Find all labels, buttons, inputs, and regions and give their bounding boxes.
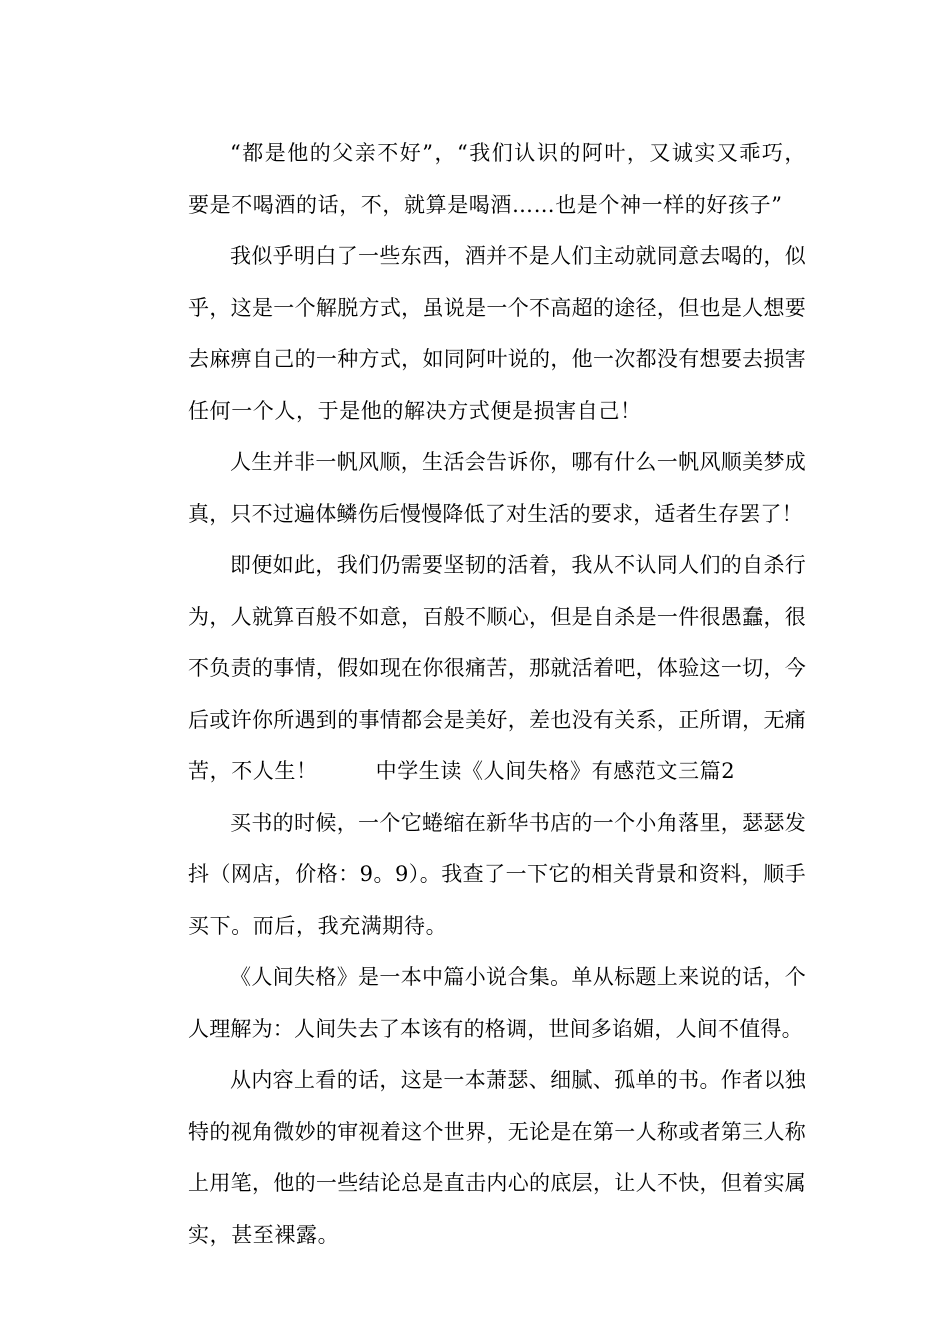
text-line: 《人间失格》是一本中篇小说合集。单从标题上来说的话，个: [230, 965, 806, 989]
text-line: 实，甚至裸露。: [188, 1222, 340, 1247]
paragraph-5: [146, 798, 806, 953]
text-line: 人生并非一帆风顺，生活会告诉你，哪有什么一帆风顺美梦成: [230, 450, 806, 474]
text-line: 人理解为：人间失去了本该有的格调，世间多谄媚，人间不值得。: [188, 1016, 803, 1041]
section-heading: 中学生读《人间失格》有感范文三篇2: [375, 759, 736, 783]
text-line: 我似乎明白了一些东西，酒并不是人们主动就同意去喝的，似: [230, 244, 806, 268]
paragraph-2: [146, 231, 806, 437]
text-line: 真，只不过遍体鳞伤后慢慢降低了对生活的要求，适者生存罢了！: [188, 501, 803, 526]
text-line: 从内容上看的话，这是一本萧瑟、细腻、孤单的书。作者以独: [230, 1068, 806, 1092]
paragraph-4: [146, 540, 806, 798]
text-line: 买书的时候，一个它蜷缩在新华书店的一个小角落里，瑟瑟发: [230, 810, 806, 835]
text-line: “都是他的父亲不好”，“我们认识的阿叶，又诚实又乖巧，: [230, 141, 806, 165]
text-line-with-heading: [146, 746, 806, 798]
text-line: 抖（网店，价格：9。9）。我查了一下它的相关背景和资料，顺手: [188, 862, 806, 886]
text-line: 任何一个人，于是他的解决方式便是损害自己！: [188, 398, 642, 423]
text-line: 买下。而后，我充满期待。: [188, 913, 448, 938]
text-line: 上用笔，他的一些结论总是直击内心的底层，让人不快，但着实属: [188, 1171, 806, 1195]
paragraph-6: [146, 952, 806, 1055]
text-line: 苦，不人生！: [188, 759, 318, 783]
text-line: 后或许你所遇到的事情都会是美好，差也没有关系，正所谓，无痛: [188, 707, 806, 732]
text-line: 不负责的事情，假如现在你很痛苦，那就活着吧，体验这一切，今: [188, 656, 806, 680]
text-line: 为，人就算百般不如意，百般不顺心，但是自杀是一件很愚蠢，很: [188, 604, 806, 629]
paragraph-3: [146, 437, 806, 540]
text-line: 乎，这是一个解脱方式，虽说是一个不高超的途径，但也是人想要: [188, 295, 806, 320]
text-line: 要是不喝酒的话，不，就算是喝酒……也是个神一样的好孩子”: [188, 192, 783, 217]
text-line: 即便如此，我们仍需要坚韧的活着，我从不认同人们的自杀行: [230, 553, 806, 577]
text-line: 特的视角微妙的审视着这个世界，无论是在第一人称或者第三人称: [188, 1119, 806, 1144]
text-line: 去麻痹自己的一种方式，如同阿叶说的，他一次都没有想要去损害: [188, 347, 806, 371]
document-page: [146, 128, 806, 1261]
paragraph-7: [146, 1055, 806, 1261]
paragraph-1: [146, 128, 806, 231]
